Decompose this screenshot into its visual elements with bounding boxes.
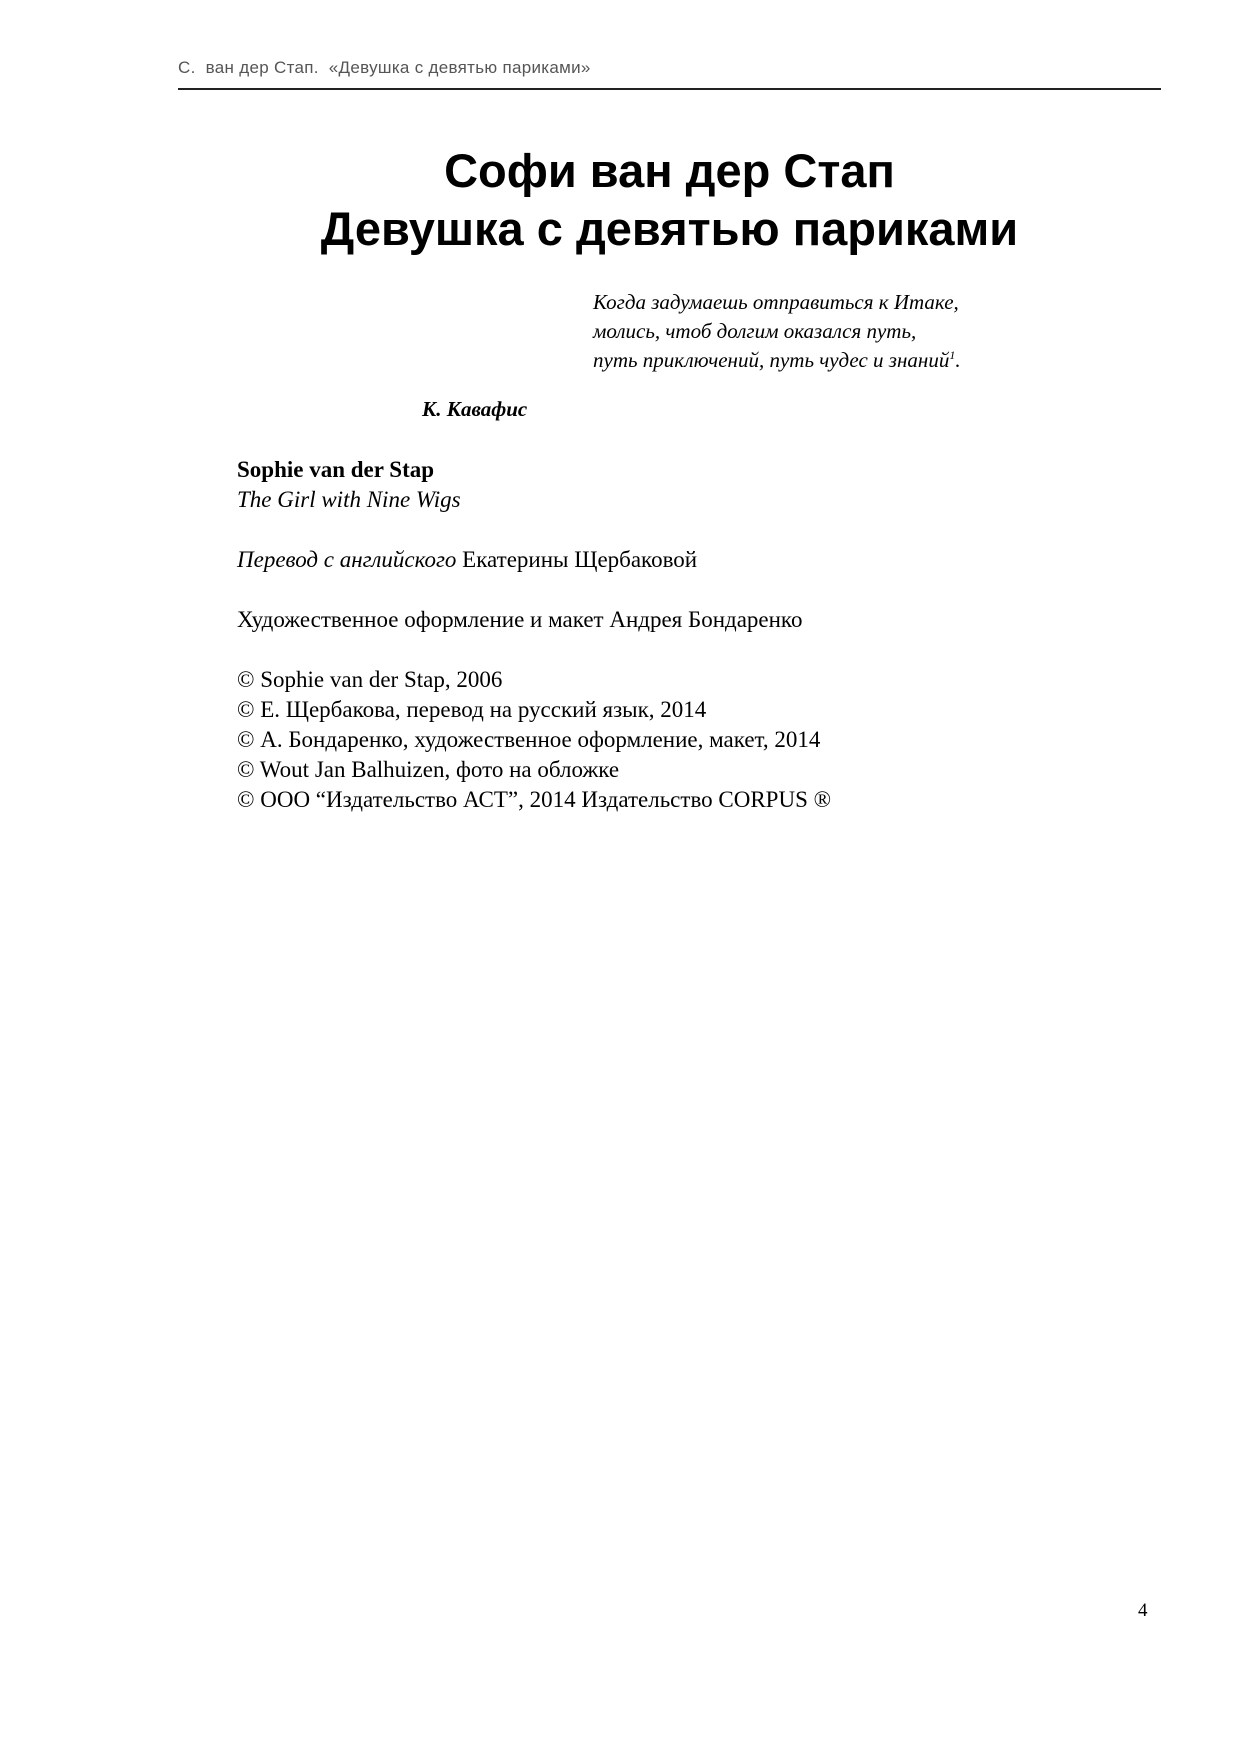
page-number: 4 xyxy=(1138,1600,1148,1621)
epigraph xyxy=(593,288,961,375)
copyright-line: © Sophie van der Stap, 2006 xyxy=(237,667,503,692)
epigraph-line-3 xyxy=(593,346,961,375)
copyright-line: © А. Бондаренко, художественное оформление, макет, 2014 xyxy=(237,727,821,752)
epigraph-line-3-end: . xyxy=(955,348,961,372)
header-divider xyxy=(178,88,1161,90)
translation-credit xyxy=(237,545,831,575)
spacer xyxy=(237,635,831,665)
translator-name: Екатерины Щербаковой xyxy=(456,547,698,572)
translation-prefix: Перевод с английского xyxy=(237,547,457,572)
book-title xyxy=(178,142,1161,258)
design-credit: Художественное оформление и макет Андрея Бондаренко xyxy=(237,607,803,632)
footnote-mark[interactable]: 1 xyxy=(949,348,956,362)
original-author: Sophie van der Stap xyxy=(237,457,435,482)
title-author: Софи ван дер Стап xyxy=(444,144,895,197)
epigraph-line-2: молись, чтоб долгим оказался путь, xyxy=(593,319,917,343)
spacer xyxy=(237,575,831,605)
epigraph-line-1: Когда задумаешь отправиться к Итаке, xyxy=(593,290,959,314)
running-header: С. ван дер Стап. «Девушка с девятью париками» xyxy=(178,58,591,77)
copyright-line: © ООО “Издательство АСТ”, 2014 Издательство CORPUS ® xyxy=(237,787,832,812)
epigraph-line-3-text: путь приключений, путь чудес и знаний xyxy=(593,348,950,372)
colophon xyxy=(237,455,831,815)
spacer xyxy=(237,515,831,545)
epigraph-author: К. Кавафис xyxy=(422,397,528,421)
copyright-line: © Е. Щербакова, перевод на русский язык, 2014 xyxy=(237,697,707,722)
title-name: Девушка с девятью париками xyxy=(320,202,1019,255)
original-title: The Girl with Nine Wigs xyxy=(237,487,461,512)
copyright-line: © Wout Jan Balhuizen, фото на обложке xyxy=(237,757,620,782)
